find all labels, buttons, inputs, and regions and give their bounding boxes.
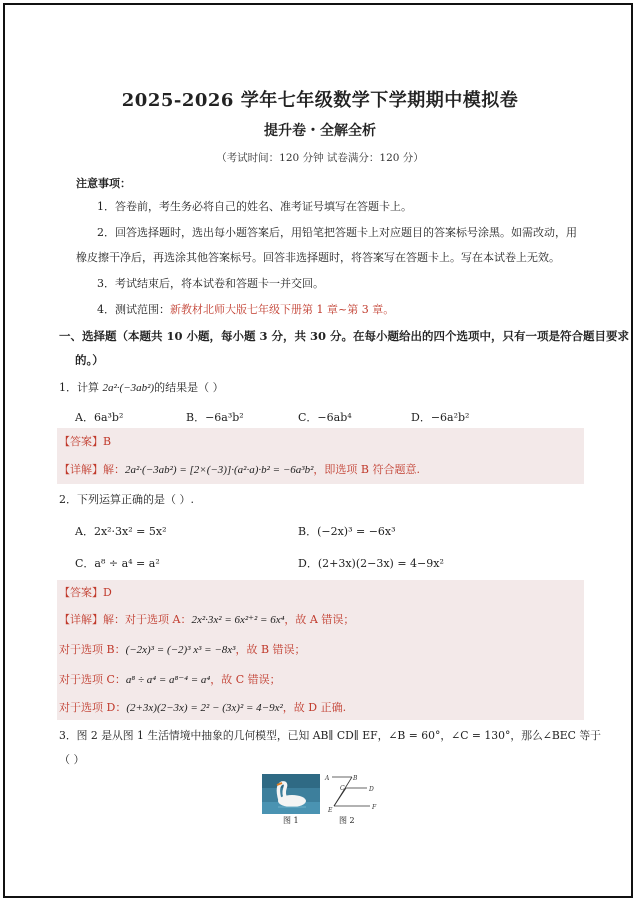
q2-detail-4-expr: (2+3x)(2−3x) = 2² − (3x)² = 4−9x² <box>126 702 283 714</box>
q1-detail-suffix: ，即选项 B 符合题意. <box>313 463 420 476</box>
notes-item-1: 1．答卷前，考生务必将自己的姓名、准考证号填写在答题卡上。 <box>97 200 412 213</box>
q2-detail-2-label: 对于选项 B： <box>59 643 126 656</box>
q2-detail-3-expr: a⁸ ÷ a⁴ = a⁸⁻⁴ = a⁴ <box>125 674 211 686</box>
q2-detail-2-suffix: ，故 B 错误； <box>235 643 306 656</box>
q3-stem-a: 3．图 2 是从图 1 生活情境中抽象的几何模型，已知 AB∥ CD∥ EF，∠B = 60°，∠C = 130°，那么∠BEC 等于 <box>59 729 601 742</box>
q2-option-d: D．(2+3x)(2−3x) = 4−9x² <box>298 557 444 570</box>
q1-option-b: B．−6a³b² <box>186 411 244 424</box>
exam-meta: （考试时间：120 分钟 试卷满分：120 分） <box>216 152 424 164</box>
q1-answer: 【答案】B <box>59 435 112 448</box>
q1-detail-expr: 2a²·(−3ab²) = [2×(−3)]·(a²·a)·b² = −6a³b² <box>125 464 314 476</box>
fig2-caption: 图 2 <box>339 816 355 825</box>
q2-answer: 【答案】D <box>59 586 112 599</box>
section1-heading-b: 的。） <box>75 353 104 367</box>
q1-detail-label: 【详解】解： <box>59 463 125 476</box>
page-subtitle: 提升卷・全解全析 <box>264 123 376 139</box>
notes-item-2a: 2．回答选择题时，选出每小题答案后，用铅笔把答题卡上对应题目的答案标号涂黑。如需改动，用 <box>97 226 577 239</box>
q2-option-b: B．(−2x)³ = −6x³ <box>298 525 396 538</box>
q2-option-c: C．a⁸ ÷ a⁴ = a² <box>75 557 160 570</box>
label-B: B <box>353 775 358 782</box>
label-A: A <box>325 775 330 782</box>
notes-item-3: 3．考试结束后，将本试卷和答题卡一并交回。 <box>97 277 324 290</box>
label-C: C <box>340 785 345 792</box>
notes-item-4 <box>97 302 394 317</box>
fig1-caption: 图 1 <box>283 816 299 825</box>
q1-option-c: C．−6ab⁴ <box>298 411 352 424</box>
q2-detail-3-suffix: ，故 C 错误； <box>210 673 281 686</box>
q2-option-a: A．2x²·3x² = 5x² <box>75 525 167 538</box>
q1-stem-suffix: 的结果是（ ） <box>154 381 224 394</box>
q2-detail-4-suffix: ，故 D 正确. <box>282 701 347 714</box>
notes-item-2b: 橡皮擦干净后，再选涂其他答案标号。回答非选择题时，将答案写在答题卡上。写在本试卷上无效。 <box>76 251 560 264</box>
q2-detail-4 <box>59 700 346 716</box>
q1-option-a: A．6a³b² <box>75 411 124 424</box>
section1-heading-a: 一、选择题（本题共 10 小题，每小题 3 分，共 30 分。在每小题给出的四个选项中，只有一项是符合题目要求 <box>59 329 630 343</box>
q1-stem <box>59 380 224 396</box>
q2-detail-1-suffix: ，故 A 错误； <box>284 613 355 626</box>
q1-stem-expr: 2a²·(−3ab²) <box>102 382 155 394</box>
q2-detail-1-label: 【详解】解：对于选项 A： <box>59 613 192 626</box>
q2-detail-1-expr: 2x²·3x² = 6x²⁺² = 6x⁴ <box>191 614 285 626</box>
q2-stem: 2．下列运算正确的是（ ）. <box>59 493 194 506</box>
q2-detail-1 <box>59 612 354 628</box>
q1-stem-prefix: 1．计算 <box>59 381 103 394</box>
notes-heading: 注意事项： <box>76 177 131 190</box>
q2-detail-3 <box>59 672 281 688</box>
label-D: D <box>369 786 374 793</box>
q2-detail-3-label: 对于选项 C： <box>59 673 126 686</box>
test-range: 新教材北师大版七年级下册第 1 章~第 3 章。 <box>170 303 395 316</box>
label-E: E <box>328 807 333 814</box>
notes-item-4-prefix: 4．测试范围： <box>97 303 170 316</box>
q1-detail <box>59 462 420 478</box>
geometry-figure <box>322 772 384 816</box>
label-F: F <box>372 804 377 811</box>
page-title: 2025-2026 学年七年级数学下学期期中模拟卷 <box>121 90 519 111</box>
q1-option-d: D．−6a²b² <box>411 411 470 424</box>
q3-stem-b: （ ） <box>59 753 85 766</box>
q2-detail-2 <box>59 642 306 658</box>
swan-photo <box>262 774 320 814</box>
q2-detail-4-label: 对于选项 D： <box>59 701 127 714</box>
q2-detail-2-expr: (−2x)³ = (−2)³ x³ = −8x³ <box>125 644 236 656</box>
